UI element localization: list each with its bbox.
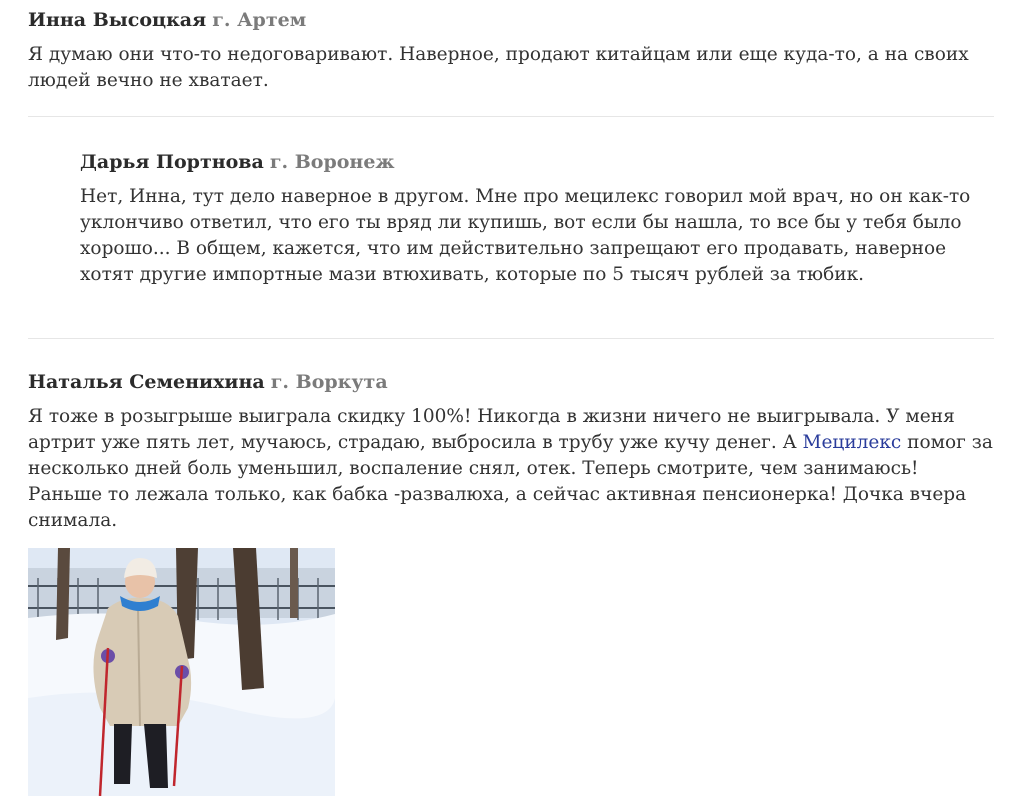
divider [28,338,994,339]
comment-city: г. Воркута [270,371,388,393]
comment-author: Дарья Портнова [80,151,264,173]
comment-text-part: Я тоже в розыгрыше выиграла скидку 100%! Никогда в жизни ничего не выигрывала. У меня артрит уже пять лет, мучаюсь, страдаю, выбросила в трубу уже кучу денег. А [28,406,955,453]
comment-header [28,8,994,32]
comment-author: Инна Высоцкая [28,9,207,31]
comment-text [28,404,994,534]
comment-city: г. Воронеж [269,151,395,173]
comment-text: Я думаю они что-то недоговаривают. Наверное, продают китайцам или еще куда-то, а на своих людей вечно не хватает. [28,44,969,91]
comment-header [80,150,994,174]
comment [28,370,994,534]
divider [28,116,994,117]
winter-walk-photo-icon [28,548,335,796]
comment-reply [80,150,994,288]
comment-author: Наталья Семенихина [28,371,265,393]
comment-text: Нет, Инна, тут дело наверное в другом. Мне про мецилекс говорил мой врач, но он как-то уклончиво ответил, что его ты вряд ли купишь, вот если бы нашла, то все бы у тебя было хорошо... В общем, кажется, что им действительно запрещают его продавать, наверное хотят другие импортные мази втюхивать, которые по 5 тысяч рублей за тюбик. [80,186,971,285]
comment [28,8,994,94]
comment-header [28,370,994,394]
product-link[interactable]: Мецилекс [802,432,902,453]
comment-city: г. Артем [212,9,307,31]
comment-photo [28,548,335,796]
comment-text-part: помог за несколько дней боль уменьшил, воспаление снял, отек. Теперь смотрите, чем занимаюсь! Раньше то лежала только, как бабка -развалюха, а сейчас активная пенсионерка! Дочка вчера снимала. [28,432,993,531]
